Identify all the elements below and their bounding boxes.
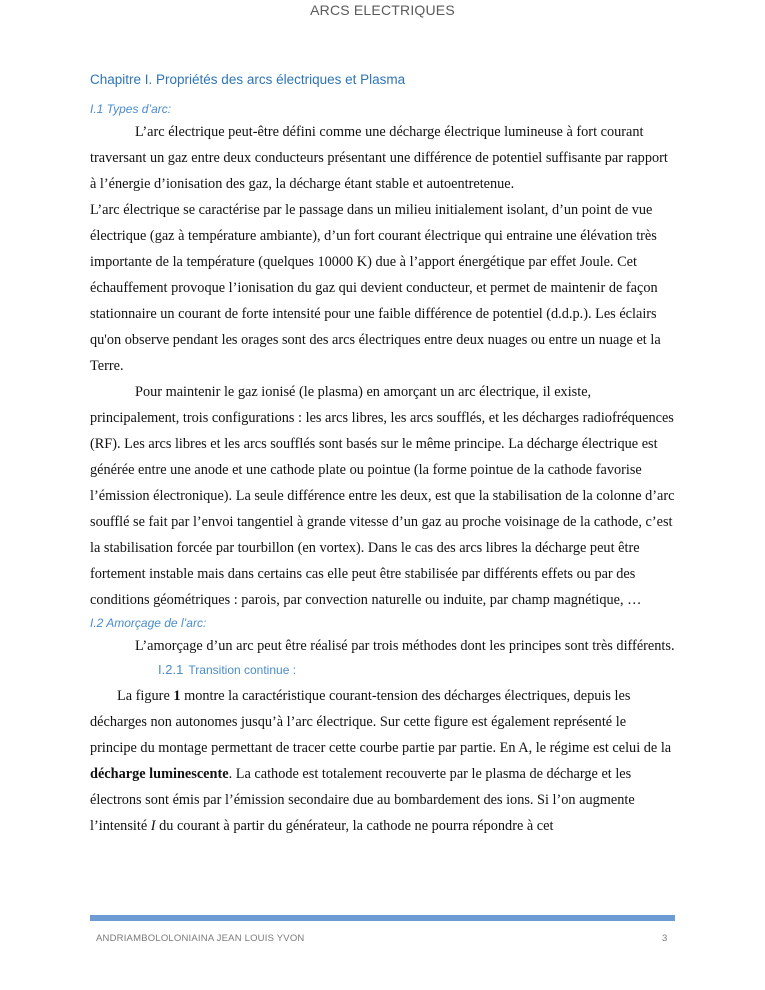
chapter-title: Chapitre I. Propriétés des arcs électriques et Plasma: [90, 72, 406, 87]
footer-page-number: 3: [662, 933, 668, 944]
text-run: du courant à partir du générateur, la cathode ne pourra répondre à cet: [155, 818, 554, 834]
section-title-1-2: I.2 Amorçage de l’arc:: [90, 616, 207, 630]
paragraph-arc-configurations: Pour maintenir le gaz ionisé (le plasma) en amorçant un arc électrique, il existe, principalement, trois configurations : les arcs libres, les arcs soufflés, et les décharges radiofréquences (RF). Les arcs libres et les arcs soufflés sont basés sur le même principe. La décharge électrique est générée entre une anode et une cathode plate ou pointue (la forme pointue de la cathode favorise l’émission électronique). La seule différence entre les deux, est que la stabilisation de la colonne d’arc soufflé se fait par l’envoi tangentiel à grande vitesse d’un gaz au proche voisinage de la cathode, c’est la stabilisation forcée par tourbillon (en vortex). Dans le cas des arcs libres la décharge peut être fortement instable mais dans certains cas elle peut être stabilisée par différents effets ou par des conditions géométriques : parois, par convection naturelle ou induite, par champ magnétique, …: [90, 384, 675, 608]
section-title-1-1: I.1 Types d’arc:: [90, 102, 172, 116]
text-run: montre la caractéristique courant-tension des décharges électriques, depuis les décharges non autonomes jusqu’à l’arc électrique. Sur cette figure est également représenté le principe du montage permettant de tracer cette courbe partie par partie. En A, le régime est celui de la: [90, 688, 672, 756]
paragraph-arc-definition: L’arc électrique peut-être défini comme une décharge électrique lumineuse à fort courant traversant un gaz entre deux conducteurs présentant une différence de potentiel suffisante par rapport à l’énergie d’ionisation des gaz, la décharge étant stable et autoentretenue.: [90, 124, 668, 192]
bold-term: décharge luminescente: [90, 766, 229, 782]
subsection-title-1-2-1: [158, 659, 675, 681]
footer-author: ANDRIAMBOLOLONIAINA JEAN LOUIS YVON: [96, 933, 305, 944]
subsection-label: Transition continue :: [188, 663, 297, 677]
page-header-title: ARCS ELECTRIQUES: [310, 2, 455, 18]
figure-reference: 1: [173, 688, 181, 704]
paragraph-continuous-transition: [90, 683, 675, 839]
subsection-number: I.2.1: [158, 662, 184, 677]
italic-variable: I: [150, 818, 156, 834]
text-run: . La cathode est totalement recouverte par le plasma de décharge et les électrons sont émis par l’émission secondaire due au bombardement des ions. Si l’on augmente l’intensité: [90, 766, 635, 834]
document-body: [90, 70, 675, 839]
text-run: La figure: [117, 688, 174, 704]
paragraph-arc-ignition: L’amorçage d’un arc peut être réalisé par trois méthodes dont les principes sont très différents.: [135, 638, 675, 654]
paragraph-arc-characteristics: L’arc électrique se caractérise par le passage dans un milieu initialement isolant, d’un point de vue électrique (gaz à température ambiante), d’un fort courant électrique qui entraine une élévation très importante de la température (quelques 10000 K) due à l’apport énergétique par effet Joule. Cet échauffement provoque l’ionisation du gaz qui devient conducteur, et permet de maintenir de façon stationnaire un courant de forte intensité pour une faible différence de potentiel (d.d.p.). Les éclairs qu'on observe pendant les orages sont des arcs électriques entre deux nuages ou entre un nuage et la Terre.: [90, 202, 661, 374]
footer-divider: [90, 915, 675, 921]
